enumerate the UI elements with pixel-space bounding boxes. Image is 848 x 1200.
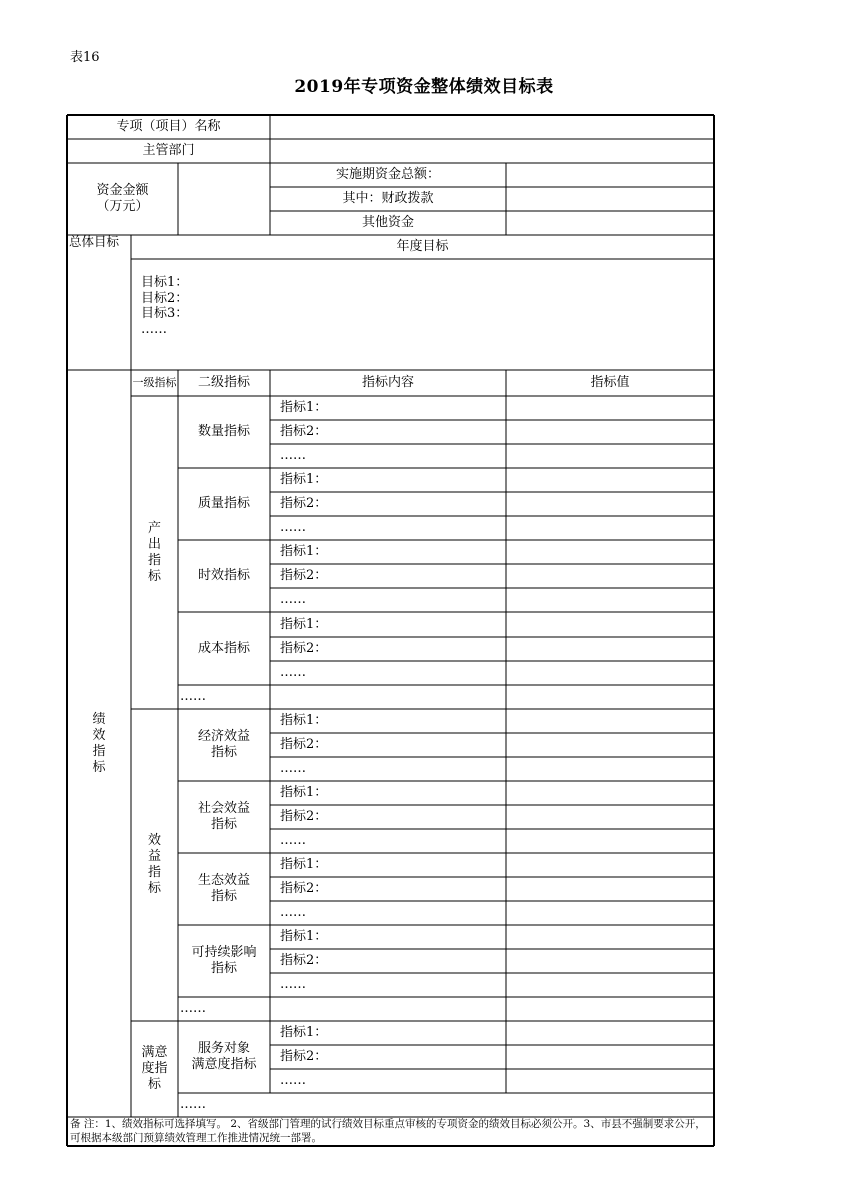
indicator-item[interactable]: 指标2： [280,496,328,511]
group-name: 可持续影响 指标 [191,945,257,976]
total-funds-field[interactable] [506,163,714,187]
overall-goal-label: 总体目标 [69,235,120,249]
group-name: 社会效益 指标 [197,801,250,832]
dept-label: 主管部门 [142,143,195,158]
col-value: 指标值 [590,375,630,390]
indicator-item[interactable]: 指标2： [280,568,328,583]
project-name-field[interactable] [270,115,714,139]
col-content: 指标内容 [361,375,414,390]
group-name: 服务对象 满意度指标 [191,1041,257,1072]
total-funds-label: 实施期资金总额： [335,167,440,182]
perf-indicator-label: 绩 效 指 标 [92,711,106,775]
goal-lines[interactable]: 目标1： 目标2： 目标3： …… [141,275,189,337]
indicator-item[interactable]: 指标1： [280,544,328,559]
indicator-item[interactable]: 指标1： [280,400,328,415]
funds-label: 资金金额 （万元） [96,183,149,214]
indicator-item[interactable]: 指标1： [280,1025,328,1040]
group-name: 成本指标 [197,640,250,656]
group-name: 生态效益 指标 [197,873,250,904]
fiscal-funds-label: 其中：财政拨款 [342,191,434,206]
indicator-item[interactable]: …… [280,520,306,535]
group-name: 质量指标 [197,496,250,511]
indicator-item[interactable]: 指标1： [280,472,328,487]
indicator-item[interactable]: …… [280,905,306,920]
indicator-item[interactable]: 指标1： [280,857,328,872]
indicator-item[interactable]: …… [280,1073,306,1088]
project-name-label: 专项（项目）名称 [116,119,221,134]
col-level1: 一级指标 [132,376,177,389]
dept-field[interactable] [270,139,714,163]
indicator-item[interactable]: 指标2： [280,641,328,656]
footnote: 备 注：1、绩效指标可选择填写。 2、省级部门管理的试行绩效目标重点审核的专项资金的绩效目标必须公开。3、市县不强制要求公开，可根据本级部门预算绩效管理工作推进情况统一部署。 [70,1118,706,1144]
output-more: …… [180,689,206,704]
page-title: 2019年专项资金整体绩效目标表 [294,77,554,97]
indicator-item[interactable]: 指标2： [280,881,328,896]
group-name: 时效指标 [197,568,250,583]
other-funds-label: 其他资金 [361,215,414,230]
indicator-item[interactable]: …… [280,833,306,848]
table-label: 表16 [70,50,100,65]
col-level2: 二级指标 [197,375,250,390]
satisfaction-more: …… [180,1097,206,1112]
benefit-indicator-label: 效 益 指 标 [147,833,161,896]
benefit-more: …… [180,1001,206,1016]
group-name: 经济效益 指标 [197,729,250,760]
indicator-item[interactable]: …… [280,761,306,776]
indicator-item[interactable]: …… [280,592,306,607]
indicator-item[interactable]: 指标1： [280,929,328,944]
other-funds-field[interactable] [506,211,714,235]
group-name: 数量指标 [197,424,250,439]
annual-goal-label: 年度目标 [396,239,449,254]
indicator-item[interactable]: 指标2： [280,737,328,752]
indicator-item[interactable]: 指标2： [280,953,328,968]
indicator-item[interactable]: 指标1： [280,785,328,800]
fiscal-funds-field[interactable] [506,187,714,211]
indicator-item[interactable]: …… [280,977,306,992]
indicator-item[interactable]: 指标2： [280,809,328,824]
indicator-item[interactable]: 指标1： [280,713,328,728]
indicator-item[interactable]: 指标1： [280,616,328,632]
funds-field[interactable] [178,163,270,235]
indicator-item[interactable]: …… [280,665,306,680]
indicator-item[interactable]: …… [280,448,306,463]
output-indicator-label: 产 出 指 标 [147,520,161,584]
indicator-item[interactable]: 指标2： [280,424,328,439]
indicator-item[interactable]: 指标2： [280,1049,328,1064]
satisfaction-indicator-label: 满意 度指 标 [141,1045,168,1092]
